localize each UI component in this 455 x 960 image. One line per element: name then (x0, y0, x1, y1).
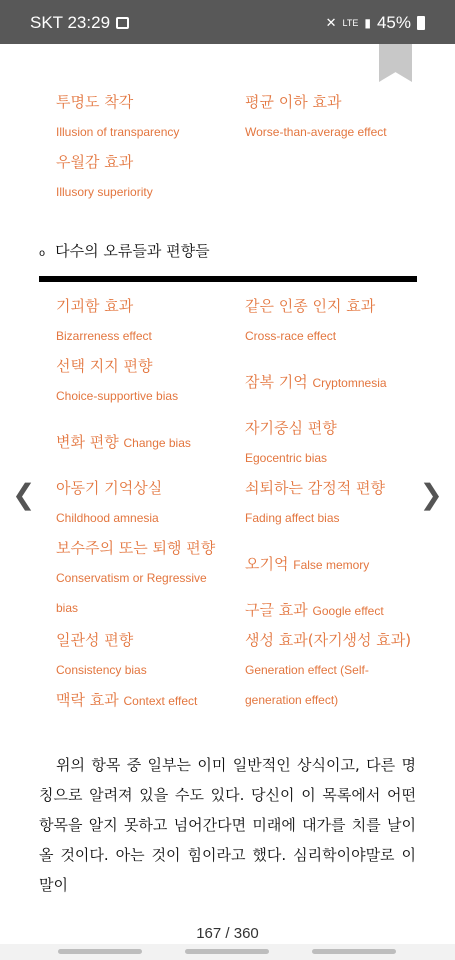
entry-ko: 선택 지지 편향 (56, 357, 153, 375)
battery-icon (417, 16, 425, 30)
entry-ko: 변화 편향 (56, 433, 119, 451)
prev-page-arrow-icon[interactable]: ❮ (12, 478, 36, 511)
entry-worse-than-average (245, 88, 417, 147)
entry-en: False memory (293, 558, 370, 572)
section-divider (39, 276, 417, 282)
entry-en: Google effect (312, 604, 384, 618)
battery-percent: 45% (376, 13, 411, 32)
nav-recents-button[interactable] (58, 949, 142, 954)
entry-ko: 일관성 편향 (56, 631, 134, 649)
entry-en: Consistency bias (56, 663, 147, 677)
signal-icon: ▮ (364, 16, 371, 30)
section-title: 다수의 오류들과 편향들 (55, 242, 210, 260)
entry-ko: 구글 효과 (245, 601, 308, 619)
entry-en: Worse-than-average effect (245, 125, 387, 139)
page-indicator: 167 / 360 (196, 925, 259, 942)
status-bar (0, 0, 455, 44)
entry-en: Cross-race effect (245, 329, 337, 343)
entry-choice-supportive (56, 352, 228, 411)
nav-back-button[interactable] (312, 949, 396, 954)
system-nav-bar (0, 944, 455, 960)
entry-illusory-superiority (56, 148, 228, 207)
entry-ko: 보수주의 또는 퇴행 편향 (56, 539, 216, 557)
status-right (326, 13, 425, 33)
entry-en: Egocentric bias (245, 451, 328, 465)
entry-en: Context effect (123, 694, 198, 708)
body-paragraph: 위의 항목 중 일부는 이미 일반적인 상식이고, 다른 명칭으로 알려져 있을 수도 있다. 당신이 이 목록에서 어떤 항목을 알지 못하고 넘어간다면 미래에 대가를 치를 날이 올 것이다. 아는 것이 힘이라고 했다. 심리학이야말로 이 말이 (39, 756, 416, 894)
entry-en: Choice-supportive bias (56, 389, 179, 403)
network-label: LTE (342, 18, 359, 28)
gallery-icon (116, 17, 129, 29)
entry-en: Conservatism or Regressive bias (56, 571, 207, 615)
entry-en: Illusory superiority (56, 185, 153, 199)
entry-conservatism (56, 534, 228, 623)
entry-ko: 맥락 효과 (56, 691, 119, 709)
entry-consistency (56, 626, 228, 685)
mute-icon: ✕ (325, 15, 337, 30)
entry-ko: 생성 효과(자기생성 효과) (245, 631, 412, 649)
entry-ko: 우월감 효과 (56, 153, 134, 171)
entry-ko: 평균 이하 효과 (245, 93, 342, 111)
entry-ko: 오기억 (245, 555, 289, 573)
entry-ko: 아동기 기억상실 (56, 479, 163, 497)
status-left (30, 13, 129, 33)
entry-context (56, 686, 228, 716)
bookmark-icon[interactable] (379, 44, 412, 82)
entry-egocentric (245, 414, 417, 473)
entry-en: Bizarreness effect (56, 329, 152, 343)
next-page-arrow-icon[interactable]: ❯ (419, 478, 443, 511)
entry-en: Cryptomnesia (312, 376, 387, 390)
entry-fading-affect (245, 474, 417, 533)
section-heading (39, 240, 210, 261)
entry-ko: 기괴함 효과 (56, 297, 134, 315)
entry-false-memory (245, 550, 417, 580)
entry-cryptomnesia (245, 368, 417, 398)
entry-cross-race (245, 292, 417, 351)
entry-generation-effect (245, 626, 417, 715)
entry-google-effect (245, 596, 417, 626)
entry-en: Fading affect bias (245, 511, 340, 525)
entry-en: Change bias (123, 436, 191, 450)
entry-illusion-of-transparency (56, 88, 228, 147)
entry-ko: 잠복 기억 (245, 373, 308, 391)
section-bullet: o (39, 248, 46, 259)
entry-ko: 투명도 착각 (56, 93, 134, 111)
entry-en: Illusion of transparency (56, 125, 180, 139)
entry-ko: 같은 인종 인지 효과 (245, 297, 376, 315)
entry-childhood-amnesia (56, 474, 228, 533)
carrier-time: SKT 23:29 (30, 13, 111, 32)
nav-home-button[interactable] (185, 949, 269, 954)
entry-bizarreness (56, 292, 228, 351)
entry-change-bias (56, 428, 228, 458)
entry-ko: 자기중심 편향 (245, 419, 337, 437)
entry-en: Generation effect (Self-generation effect) (245, 663, 369, 707)
entry-en: Childhood amnesia (56, 511, 159, 525)
entry-ko: 쇠퇴하는 감정적 편향 (245, 479, 385, 497)
